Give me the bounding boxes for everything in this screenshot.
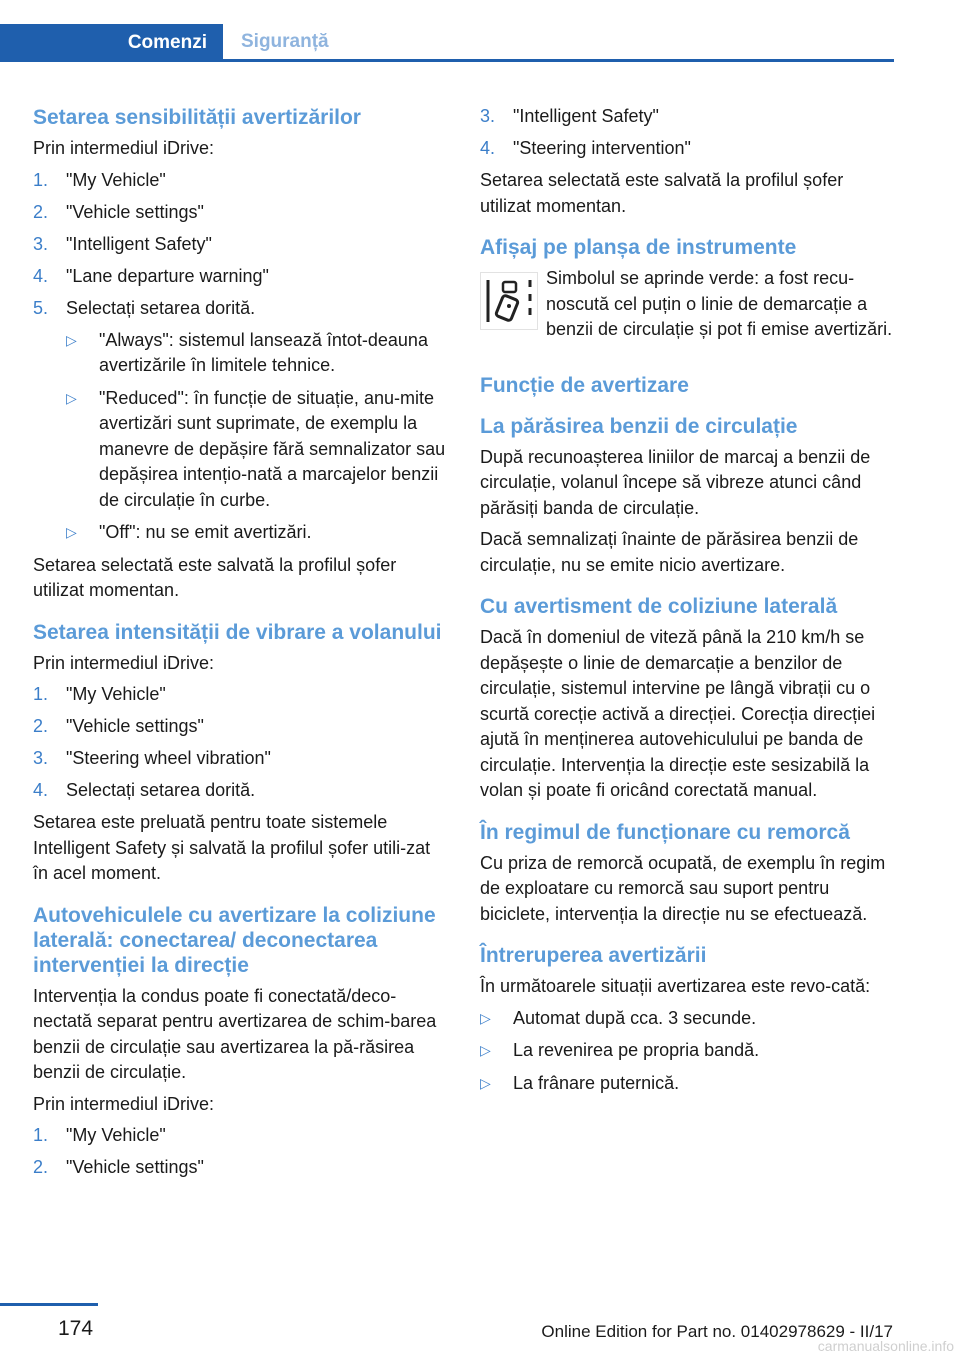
list-item: 2. "Vehicle settings" — [33, 716, 204, 736]
body-text: Dacă în domeniul de viteză până la 210 km/h se depășește o linie de demarcație a benzilor de circulație, sistemul intervine pe lângă vibrații cu o scurtă corecție activă a direcției. Corecția direcției ajută în menținerea autovehiculului pe banda de circulație. Intervenția la direcție este sesizabilă la volan și poate fi oricând corectată manual. — [480, 627, 876, 800]
list-item: 4. "Lane departure warning" — [33, 265, 269, 286]
intro-text: Prin intermediul iDrive: — [33, 652, 215, 673]
intro-text: Prin intermediul iDrive: — [33, 138, 215, 158]
steps-list — [33, 1123, 449, 1181]
right-column — [480, 100, 896, 1103]
intro-text: Prin intermediul iDrive: — [33, 1093, 215, 1114]
list-item: 1. "My Vehicle" — [33, 1125, 166, 1145]
note-text: Setarea selectată este salvată la profilul șofer utilizat momentan. — [480, 170, 844, 216]
footer-rule — [0, 1303, 98, 1306]
triangle-bullet-icon: ▷ — [480, 1074, 491, 1091]
body-text: Cu priza de remorcă ocupată, de exemplu în regim de exploatare cu remorcă sau suport pentru biciclete, intervenția la direcție nu se efectuează. — [480, 852, 886, 924]
heading-vibration: Setarea intensității de vibrare a volanului — [33, 620, 442, 644]
heading-instrument-display: Afișaj pe planșa de instrumente — [480, 236, 797, 259]
heading-side-collision: Cu avertisment de coliziune laterală — [480, 595, 838, 618]
list-item: 3. "Intelligent Safety" — [480, 106, 659, 126]
heading-sensitivity: Setarea sensibilității avertizărilor — [33, 106, 361, 129]
list-item: ▷ "Always": sistemul lansează întot‐deauna avertizările în limitele tehnice. — [66, 328, 449, 379]
list-item: 4. Selectați setarea dorită. — [33, 780, 256, 800]
triangle-bullet-icon: ▷ — [480, 1042, 491, 1058]
note-text: Setarea selectată este salvată la profilul șofer utilizat momentan. — [33, 554, 397, 600]
list-item: 1. "My Vehicle" — [33, 169, 166, 190]
triangle-bullet-icon: ▷ — [66, 389, 77, 406]
heading-leaving-lane: La părăsirea benzii de circulație — [480, 414, 798, 438]
list-item: 4. "Steering intervention" — [480, 138, 691, 158]
header-tabs — [0, 24, 894, 62]
left-column — [33, 100, 449, 1187]
interruption-list — [480, 1006, 896, 1097]
note-text: Setarea este preluată pentru toate sistemele Intelligent Safety și salvată la profilul șofer utili‐zat în acel moment. — [33, 812, 431, 883]
heading-steering-intervention: Autovehiculele cu avertizare la coliziune laterală: conectarea/ deconectarea intervenției la direcție — [33, 903, 436, 977]
list-item: 1. "My Vehicle" — [33, 684, 166, 704]
body-text: Intervenția la condus poate fi conectată/deco‐nectată separat pentru avertizarea de schim‐barea benzii de circulație sau avertizarea la pă‐răsirea benzii de circulație. — [33, 985, 437, 1082]
list-item: 5. Selectați setarea dorită. — [33, 297, 256, 318]
triangle-bullet-icon: ▷ — [66, 331, 77, 348]
page-number: 174 — [58, 1317, 94, 1340]
edition-text: Online Edition for Part no. 01402978629 - II/17 — [541, 1322, 893, 1341]
body-text: Dacă semnalizați înainte de părăsirea benzii de circulație, nu se emite nicio avertizare. — [480, 529, 859, 575]
steps-list — [33, 682, 449, 804]
body-text: Simbolul se aprinde verde: a fost recu‐noscută cel puțin o linie de demarcație a benzii de circulație și pot fi emise avertizări. — [546, 268, 893, 339]
steps-list — [480, 104, 896, 162]
list-item: 2. "Vehicle settings" — [33, 201, 204, 222]
heading-warning-interruption: Întreruperea avertizării — [480, 944, 707, 967]
list-item: 3. "Steering wheel vibration" — [33, 748, 271, 768]
header-rule — [0, 59, 894, 62]
triangle-bullet-icon: ▷ — [480, 1009, 491, 1026]
list-item: ▷ La frânare puternică. — [480, 1071, 896, 1097]
heading-warning-function: Funcție de avertizare — [480, 373, 689, 397]
body-text: În următoarele situații avertizarea este revo‐cată: — [480, 976, 871, 996]
tab-siguranta[interactable]: Siguranță — [241, 30, 329, 52]
triangle-bullet-icon: ▷ — [66, 524, 77, 540]
list-item: ▷ La revenirea pe propria bandă. — [480, 1038, 896, 1064]
options-list — [66, 328, 449, 546]
list-item: ▷ Automat după cca. 3 secunde. — [480, 1006, 896, 1032]
list-item: 3. "Intelligent Safety" — [33, 233, 212, 254]
watermark: carmanualsonline.info — [817, 1338, 954, 1354]
list-item: ▷ "Off": nu se emit avertizări. — [66, 520, 449, 546]
icon-paragraph — [480, 266, 896, 349]
list-item: ▷ "Reduced": în funcție de situație, anu‐mite avertizări sunt suprimate, de exemplu la manevre de depășire fără semnalizator sau depășirea intențio‐nată a marcajelor benzii de circulație în curbe. — [66, 386, 449, 514]
heading-trailer-mode: În regimul de funcționare cu remorcă — [480, 820, 850, 844]
tab-comenzi[interactable]: Comenzi — [0, 24, 223, 62]
body-text: După recunoașterea liniilor de marcaj a benzii de circulație, volanul începe să vibreze atunci când părăsiți banda de circulație. — [480, 446, 871, 518]
steps-list — [33, 168, 449, 322]
lane-departure-warning-icon — [480, 272, 538, 330]
list-item: 2. "Vehicle settings" — [33, 1157, 204, 1177]
